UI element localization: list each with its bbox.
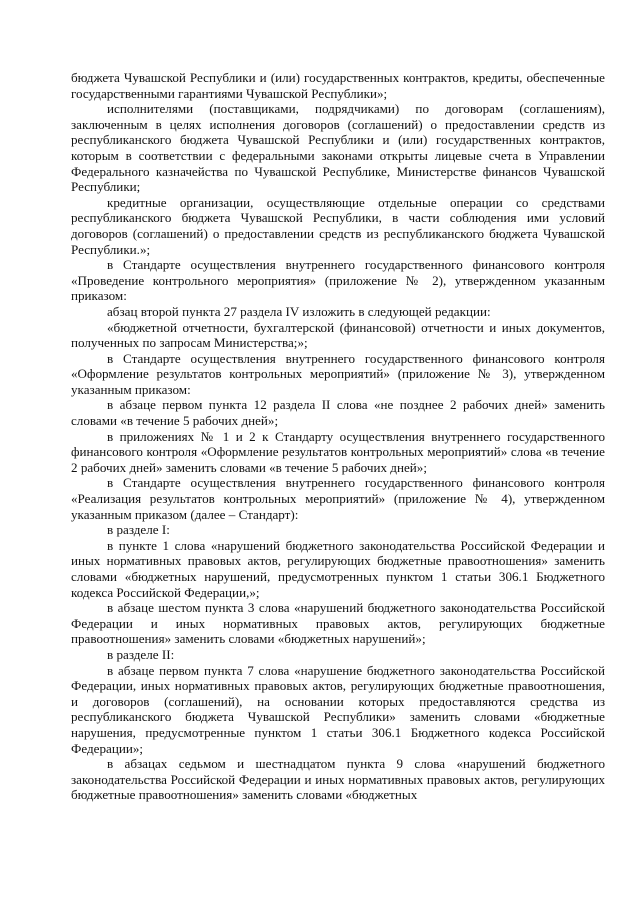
- paragraph-14: в разделе II:: [107, 646, 175, 662]
- paragraph-15: в абзаце первом пункта 7 слова «нарушение бюджетного законодательства Российской Федерации, иных нормативных правовых актов, регулирующих бюджетные правоотношения, и договоров (соглашений), на основании которых предоставляются средства из республиканского бюджета Чувашской Республики» заменить словами «бюджетные нарушения, предусмотренные пунктом 1 статьи 306.1 Бюджетного кодекса Российской Федерации»;: [71, 662, 605, 756]
- paragraph-4: в Стандарте осуществления внутреннего государственного финансового контроля «Проведение контрольного мероприятия» (приложение № 2), утвержденном указанным приказом:: [71, 257, 605, 304]
- paragraph-6: «бюджетной отчетности, бухгалтерской (финансовой) отчетности и иных документов, полученных по запросам Министерства;»;: [71, 319, 605, 351]
- paragraph-8: в абзаце первом пункта 12 раздела II слова «не позднее 2 рабочих дней» заменить словами «в течение 5 рабочих дней»;: [71, 397, 605, 429]
- paragraph-13: в абзаце шестом пункта 3 слова «нарушений бюджетного законодательства Российской Федерации и иных нормативных правовых актов, регулирующих бюджетные правоотношения» заменить словами «бюджетных нарушений»;: [71, 600, 605, 647]
- paragraph-16: в абзацах седьмом и шестнадцатом пункта 9 слова «нарушений бюджетного законодательства Российской Федерации и иных нормативных правовых актов, регулирующих бюджетные правоотношения» заменить словами «бюджетных: [71, 756, 605, 803]
- paragraph-12: в пункте 1 слова «нарушений бюджетного законодательства Российской Федерации и иных нормативных правовых актов, регулирующих бюджетные правоотношения» заменить словами «бюджетных нарушений, предусмотренных пунктом 1 статьи 306.1 Бюджетного кодекса Российской Федерации,»;: [71, 537, 605, 600]
- paragraph-7: в Стандарте осуществления внутреннего государственного финансового контроля «Оформление результатов контрольных мероприятий» (приложение № 3), утвержденном указанным приказом:: [71, 350, 605, 397]
- paragraph-5: абзац второй пункта 27 раздела IV изложить в следующей редакции:: [107, 303, 491, 319]
- paragraph-9: в приложениях № 1 и 2 к Стандарту осуществления внутреннего государственного финансового контроля «Оформление результатов контрольных мероприятий» слова «в течение 2 рабочих дней» заменить словами «в течение 5 рабочих дней»;: [71, 428, 605, 475]
- paragraph-11: в разделе I:: [107, 522, 170, 538]
- paragraph-2: исполнителями (поставщиками, подрядчиками) по договорам (соглашениям), заключенным в целях исполнения договоров (соглашений) о предоставлении средств из республиканского бюджета Чувашской Республики и (или) государственных контрактов, которым в соответствии с федеральными законами открыты лицевые счета в Управлении Федерального казначейства по Чувашской Республике, Министерстве финансов Чувашской Республики;: [71, 101, 605, 195]
- paragraph-1: бюджета Чувашской Республики и (или) государственных контрактов, кредиты, обеспеченные государственными гарантиями Чувашской Республики»;: [71, 70, 605, 101]
- paragraph-3: кредитные организации, осуществляющие отдельные операции со средствами республиканского бюджета Чувашской Республики, в части соблюдения ими условий договоров (соглашений) о предоставлении средств из республиканского бюджета Чувашской Республики.»;: [71, 194, 605, 257]
- paragraph-10: в Стандарте осуществления внутреннего государственного финансового контроля «Реализация результатов контрольных мероприятий» (приложение № 4), утвержденном указанным приказом (далее – Стандарт):: [71, 475, 605, 522]
- document-page: [71, 70, 605, 803]
